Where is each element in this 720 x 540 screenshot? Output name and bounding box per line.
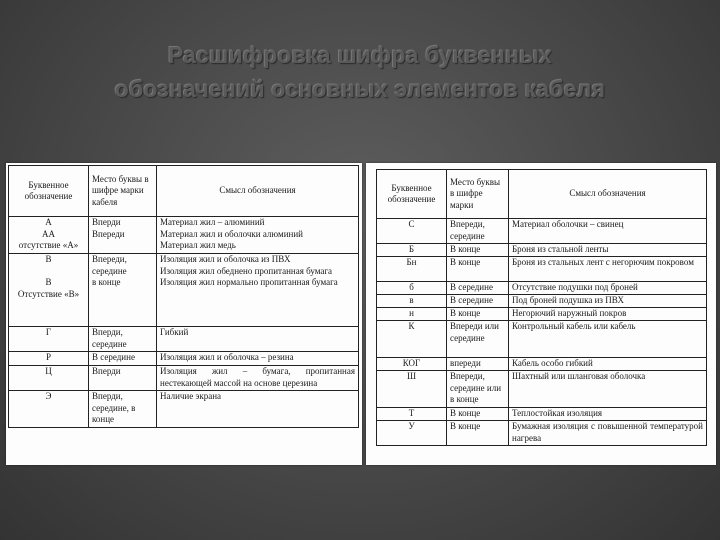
- table-row: [377, 408, 707, 421]
- cell-meaning: Кабель особо гибкий: [509, 358, 707, 371]
- cell-letter-code: н: [377, 308, 447, 321]
- cell-letter-position: Вперди, середине, в конце: [89, 391, 157, 428]
- table-row: [377, 308, 707, 321]
- table-row: [9, 217, 359, 254]
- cell-letter-code: КОГ: [377, 358, 447, 371]
- cell-meaning: Наличие экрана: [157, 391, 359, 428]
- right-table-sheet: [366, 163, 716, 465]
- cell-letter-code: В В Отсутствие «В»: [9, 254, 89, 327]
- left-table-sheet: [6, 163, 362, 465]
- cell-letter-code: Г: [9, 327, 89, 352]
- cell-meaning: Контрольный кабель или кабель: [509, 321, 707, 358]
- table-row: [9, 327, 359, 352]
- cell-letter-position: Вперди: [89, 366, 157, 391]
- cell-letter-code: б: [377, 282, 447, 295]
- table-row: [377, 257, 707, 282]
- table-row: [9, 254, 359, 327]
- cell-letter-position: В конце: [447, 421, 509, 446]
- right-cable-code-table: [376, 169, 707, 446]
- cell-letter-position: В конце: [447, 257, 509, 282]
- header-letter-position: Место буквы в шифре марки кабеля: [89, 166, 157, 217]
- table-row: [377, 371, 707, 408]
- cell-letter-position: Вперди, середине: [89, 327, 157, 352]
- table-header-row: [9, 166, 359, 217]
- table-row: [377, 282, 707, 295]
- cell-meaning: Теплостойкая изоляция: [509, 408, 707, 421]
- table-row: [377, 219, 707, 244]
- cell-meaning: Отсутствие подушки под броней: [509, 282, 707, 295]
- title-line-2: обозначений основных элементов кабеля: [114, 76, 606, 102]
- cell-letter-code: Бн: [377, 257, 447, 282]
- table-row: [9, 366, 359, 391]
- cell-letter-code: в: [377, 295, 447, 308]
- cell-meaning: Изоляция жил – бумага, пропитанная нестекающей массой на основе церезина: [157, 366, 359, 391]
- header-meaning: Смысл обозначения: [157, 166, 359, 217]
- table-row: [9, 391, 359, 428]
- header-letter-code: Буквенное обозначение: [9, 166, 89, 217]
- cell-letter-code: Э: [9, 391, 89, 428]
- cell-meaning: Негорючий наружный покров: [509, 308, 707, 321]
- cell-letter-code: А АА отсутствие «А»: [9, 217, 89, 254]
- cell-meaning: Броня из стальных лент с негорючим покровом: [509, 257, 707, 282]
- left-table-body: [9, 217, 359, 428]
- cell-meaning: Материал жил – алюминий Материал жил и оболочки алюминий Материал жил медь: [157, 217, 359, 254]
- cell-letter-code: Б: [377, 244, 447, 257]
- cell-letter-position: Вперди Впереди: [89, 217, 157, 254]
- header-letter-code: Буквенное обозначение: [377, 170, 447, 219]
- table-row: [9, 352, 359, 366]
- table-row: [377, 421, 707, 446]
- table-row: [377, 358, 707, 371]
- cell-meaning: Гибкий: [157, 327, 359, 352]
- cell-letter-code: У: [377, 421, 447, 446]
- cell-meaning: Шахтный или шланговая оболочка: [509, 371, 707, 408]
- left-cable-code-table: [8, 165, 359, 428]
- table-header-row: [377, 170, 707, 219]
- cell-meaning: Под броней подушка из ПВХ: [509, 295, 707, 308]
- cell-letter-code: Р: [9, 352, 89, 366]
- cell-letter-code: Ц: [9, 366, 89, 391]
- right-table-body: [377, 219, 707, 446]
- cell-meaning: Броня из стальной ленты: [509, 244, 707, 257]
- cell-letter-position: В конце: [447, 408, 509, 421]
- cell-meaning: Изоляция жил и оболочка – резина: [157, 352, 359, 366]
- cell-meaning: Бумажная изоляция с повышенной температурой нагрева: [509, 421, 707, 446]
- cell-letter-code: Т: [377, 408, 447, 421]
- header-meaning: Смысл обозначения: [509, 170, 707, 219]
- title-line-1: Расшифровка шифра буквенных: [167, 42, 553, 68]
- cell-meaning: Изоляция жил и оболочка из ПВХ Изоляция жил обеднено пропитанная бумага Изоляция жил нормально пропитанная бумага: [157, 254, 359, 327]
- cell-meaning: Материал оболочки – свинец: [509, 219, 707, 244]
- slide-title: [0, 38, 720, 106]
- cell-letter-position: Впереди, середине или в конце: [447, 371, 509, 408]
- cell-letter-position: В середине: [447, 295, 509, 308]
- cell-letter-position: В середине: [89, 352, 157, 366]
- cell-letter-code: С: [377, 219, 447, 244]
- cell-letter-position: В конце: [447, 308, 509, 321]
- cell-letter-position: В конце: [447, 244, 509, 257]
- table-row: [377, 244, 707, 257]
- cell-letter-code: Ш: [377, 371, 447, 408]
- cell-letter-position: Впереди, середине: [447, 219, 509, 244]
- cell-letter-position: В середине: [447, 282, 509, 295]
- cell-letter-position: Впереди, середине в конце: [89, 254, 157, 327]
- cell-letter-code: К: [377, 321, 447, 358]
- table-row: [377, 321, 707, 358]
- cell-letter-position: впереди: [447, 358, 509, 371]
- cell-letter-position: Впереди или середине: [447, 321, 509, 358]
- header-letter-position: Место буквы в шифре марки: [447, 170, 509, 219]
- table-row: [377, 295, 707, 308]
